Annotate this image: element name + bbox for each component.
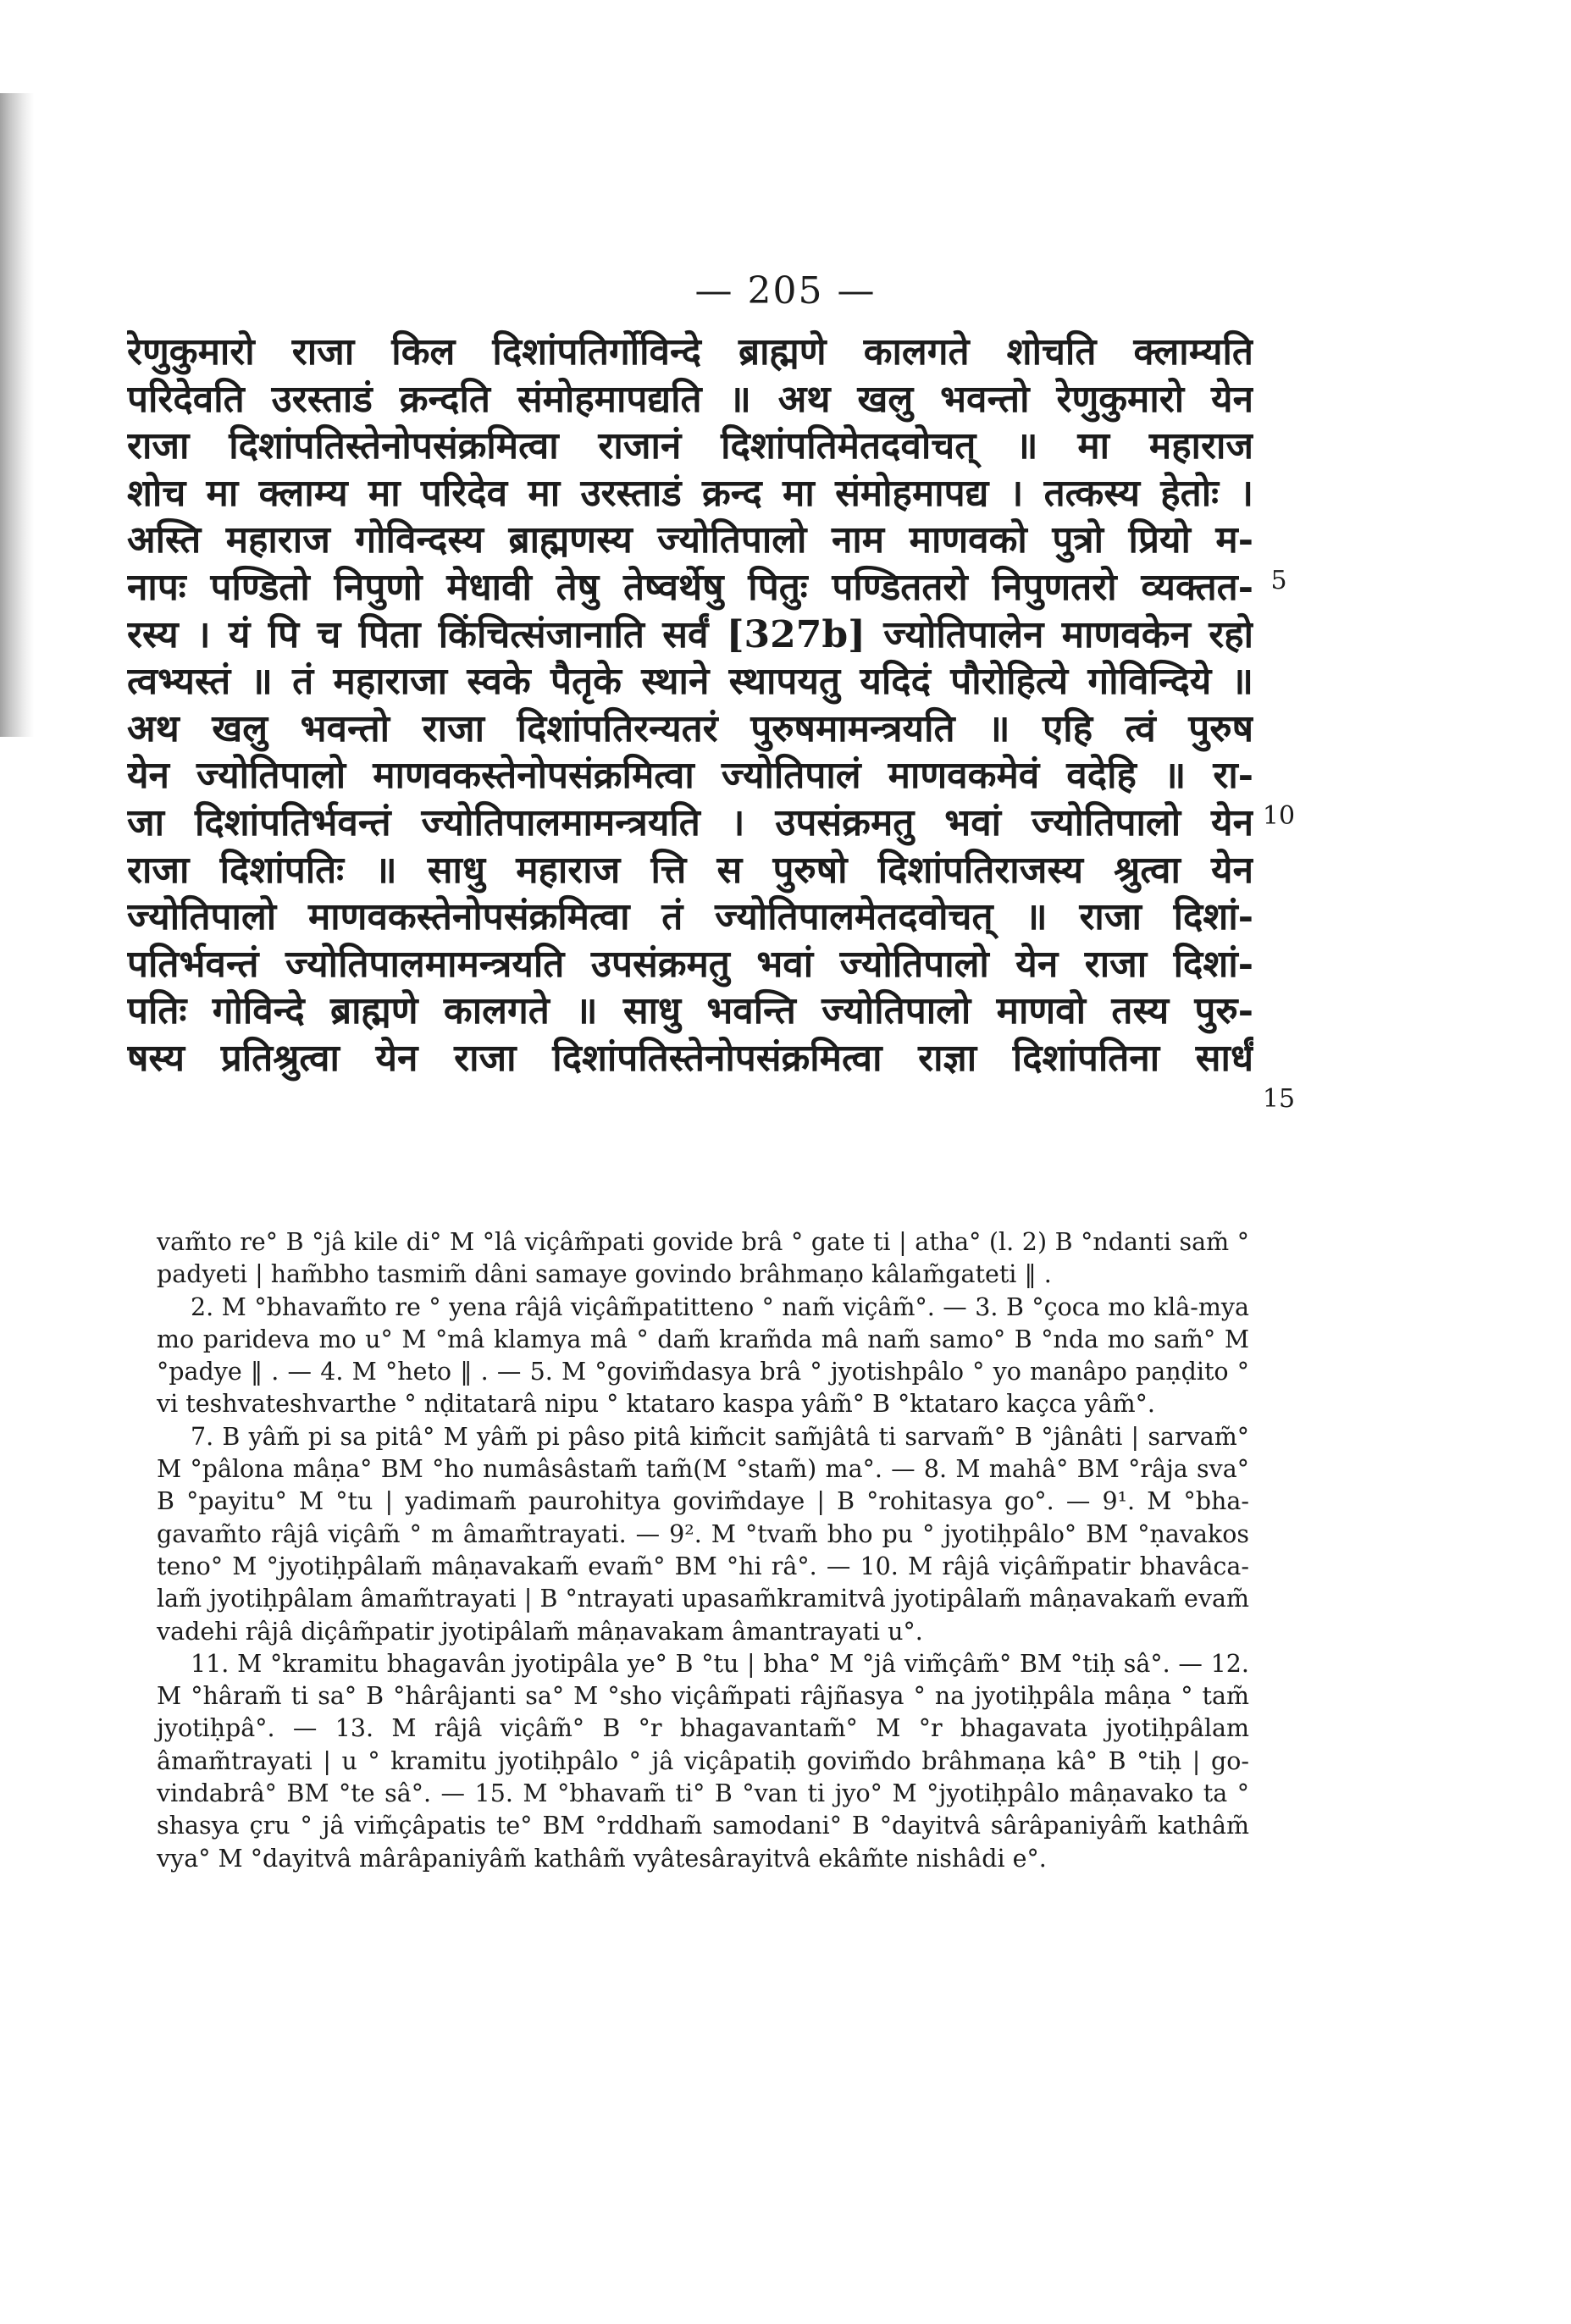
note-paragraph: 7. B yâm̃ pi sa pitâ° M yâm̃ pi pâso pitâ kim̃cit sam̃jâtâ ti sarvam̃° B °jânâti | sarvam̃° M °pâlona mâṇa° BM °ho numâsâstam̃ tam̃(M °stam̃) ma°. — 8. M mahâ° BM °râja sva° B °payitu° M °tu | yadimam̃ paurohitya govim̃daye | B °rohitasya go°. — 9¹. M °bha-gavam̃to râjâ viçâm̃ ° m âmam̃trayati. — 9². M °tvam̃ bho pu ° jyotiḥpâlo° BM °ṇavakos teno° M °jyotiḥpâlam̃ mâṇavakam̃ evam̃° BM °hi râ°. — 10. M râjâ viçâm̃patir bhavâca-lam̃ jyotiḥpâlam âmam̃trayati | B °ntrayati upasam̃kramitvâ jyotipâlam̃ mâṇavakam̃ evam̃ vadehi râjâ diçâm̃patir jyotipâlam̃ mâṇavakam âmantrayati u°. xyxy=(157,1422,1249,1646)
text-line: पतिः गोविन्दे ब्राह्मणे कालगते ॥ साधु भवन्ति ज्योतिपालो माणवो तस्य पुरु- xyxy=(127,989,1253,1033)
text-line: पतिर्भवन्तं ज्योतिपालमामन्त्रयति उपसंक्रमतु भवां ज्योतिपालो येन राजा दिशां- xyxy=(127,942,1253,986)
text-line: राजा दिशांपतिः ॥ साधु महाराज त्ति स पुरुषो दिशांपतिराजस्य श्रुत्वा येन xyxy=(127,848,1253,892)
note-paragraph: vam̃to re° B °jâ kile di° M °lâ viçâm̃pati govide brâ ° gate ti | atha° (l. 2) B °ndanti sam̃ ° padyeti | ham̃bho tasmim̃ dâni samaye govindo brâhmaṇo kâlam̃gateti ‖ . xyxy=(157,1228,1249,1289)
text-line: येन ज्योतिपालो माणवकस्तेनोपसंक्रमित्वा ज्योतिपालं माणवकमेवं वदेहि ॥ रा- xyxy=(127,754,1253,798)
text-line: नापः पण्डितो निपुणो मेधावी तेषु तेष्वर्थेषु पितुः पण्डिततरो निपुणतरो व्यक्तत- xyxy=(127,565,1253,609)
text-line: शोच मा क्लाम्य मा परिदेव मा उरस्ताडं क्रन्द मा संमोहमापद्य । तत्कस्य हेतोः । xyxy=(127,471,1253,515)
critical-apparatus-notes xyxy=(157,1226,1249,1875)
devanagari-text-block xyxy=(127,329,1253,1082)
text-line: जा दिशांपतिर्भवन्तं ज्योतिपालमामन्त्रयति । उपसंक्रमतु भवां ज्योतिपालो येन xyxy=(127,800,1253,844)
text-line: ज्योतिपालो माणवकस्तेनोपसंक्रमित्वा तं ज्योतिपालमेतदवोचत् ॥ राजा दिशां- xyxy=(127,895,1253,939)
page-number: — 205 — xyxy=(694,269,877,313)
text-line: षस्य प्रतिश्रुत्वा येन राजा दिशांपतिस्तेनोपसंक्रमित्वा राज्ञा दिशांपतिना सार्धं xyxy=(127,1036,1253,1080)
text-line: रस्य । यं पि च पिता किंचित्संजानाति सर्वं [327b] ज्योतिपालेन माणवकेन रहो xyxy=(127,612,1253,656)
line-number-5: 5 xyxy=(1270,566,1287,595)
text-line: त्वभ्यस्तं ॥ तं महाराजा स्वके पैतृके स्थाने स्थापयतु यदिदं पौरोहित्ये गोविन्दिये ॥ xyxy=(127,660,1253,704)
line-number-15: 15 xyxy=(1262,1084,1296,1114)
line-number-10: 10 xyxy=(1262,801,1296,831)
scan-binding-shadow xyxy=(0,93,34,737)
text-line: अथ खलु भवन्तो राजा दिशांपतिरन्यतरं पुरुषमामन्त्रयति ॥ एहि त्वं पुरुष xyxy=(127,706,1253,750)
note-paragraph: 2. M °bhavam̃to re ° yena râjâ viçâm̃patitteno ° nam̃ viçâm̃°. — 3. B °çoca mo klâ-mya mo parideva mo u° M °mâ klamya mâ ° dam̃ kram̃da mâ nam̃ samo° B °nda mo sam̃° M °padye ‖ . — 4. M °heto ‖ . — 5. M °govim̃dasya brâ ° jyotishpâlo ° yo manâpo paṇḍito ° vi teshvateshvarthe ° nḍitatarâ nipu ° ktataro kaspa yâm̃° B °ktataro kaçca yâm̃°. xyxy=(157,1292,1249,1419)
note-paragraph: 11. M °kramitu bhagavân jyotipâla ye° B °tu | bha° M °jâ vim̃çâm̃° BM °tiḥ sâ°. — 12. M °hâram̃ ti sa° B °hârâjanti sa° M °sho viçâm̃pati râjñasya ° na jyotiḥpâla mâṇa ° tam̃ jyotiḥpâ°. — 13. M râjâ viçâm̃° B °r bhagavantam̃° M °r bhagavata jyotiḥpâlam âmam̃trayati | u ° kramitu jyotiḥpâlo ° jâ viçâpatiḥ govim̃do brâhmaṇa kâ° B °tiḥ | go-vindabrâ° BM °te sâ°. — 15. M °bhavam̃ ti° B °van ti jyo° M °jyotiḥpâlo mâṇavako ta ° shasya çru ° jâ vim̃çâpatis te° BM °rddham̃ samodani° B °dayitvâ sârâpaniyâm̃ kathâm̃ vya° M °dayitvâ mârâpaniyâm̃ kathâm̃ vyâtesârayitvâ ekâm̃te nishâdi e°. xyxy=(157,1649,1249,1873)
text-line: राजा दिशांपतिस्तेनोपसंक्रमित्वा राजानं दिशांपतिमेतदवोचत् ॥ मा महाराज xyxy=(127,424,1253,468)
text-line: रेणुकुमारो राजा किल दिशांपतिर्गोविन्दे ब्राह्मणे कालगते शोचति क्लाम्यति xyxy=(127,330,1253,374)
text-line: अस्ति महाराज गोविन्दस्य ब्राह्मणस्य ज्योतिपालो नाम माणवको पुत्रो प्रियो म- xyxy=(127,518,1253,562)
text-line: परिदेवति उरस्ताडं क्रन्दति संमोहमापद्यति ॥ अथ खलु भवन्तो रेणुकुमारो येन xyxy=(127,377,1253,421)
